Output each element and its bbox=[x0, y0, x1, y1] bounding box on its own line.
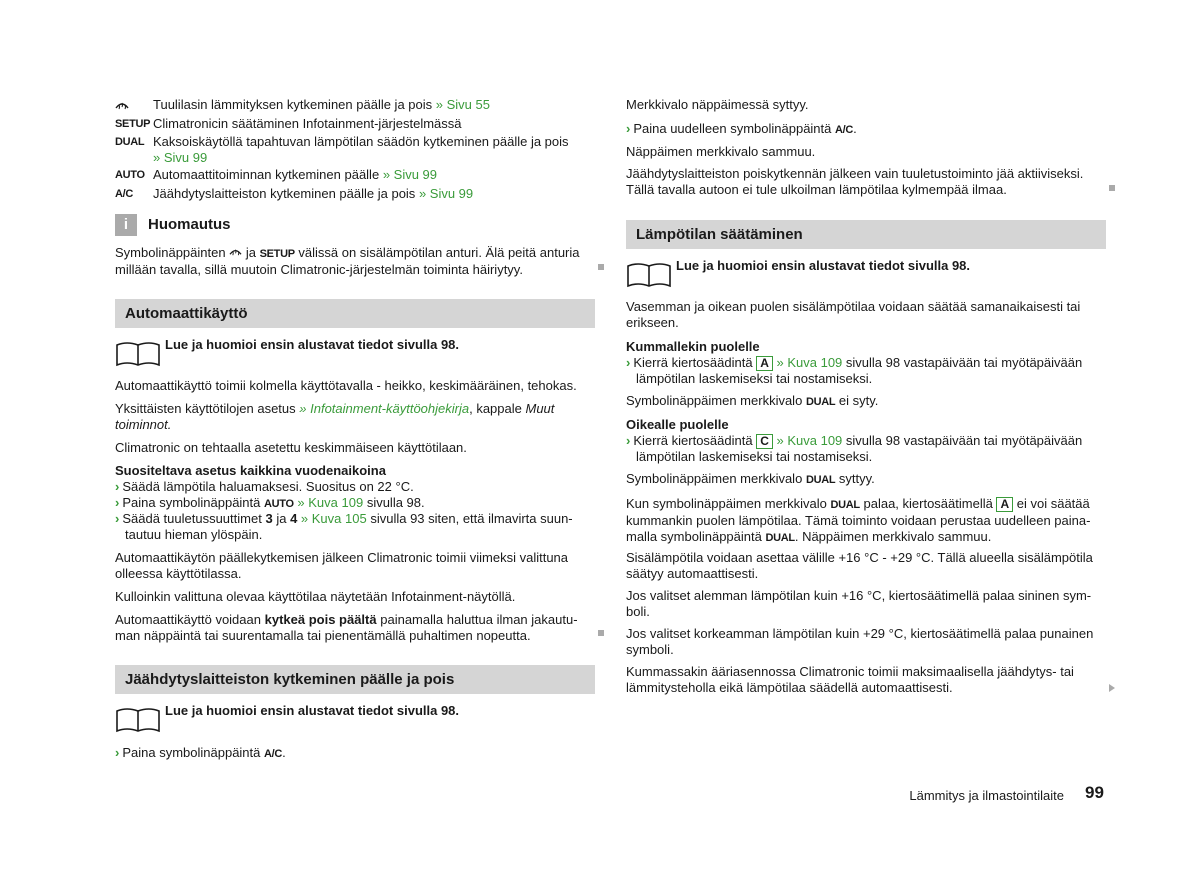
section-heading-temp: Lämpötilan säätäminen bbox=[626, 220, 1106, 249]
section-end-marker bbox=[598, 264, 604, 270]
paragraph: Näppäimen merkkivalo sammuu. bbox=[626, 144, 816, 159]
page-link[interactable]: » Sivu 99 bbox=[153, 150, 208, 165]
setup-key: SETUP bbox=[115, 118, 151, 130]
page-link[interactable]: » Sivu 99 bbox=[418, 186, 474, 201]
section-end-marker bbox=[1109, 185, 1115, 191]
book-icon bbox=[115, 707, 161, 733]
step: › Säädä lämpötila haluamaksesi. Suositus on 22 °C. bbox=[115, 479, 414, 494]
note-text: Symbolinäppäinten ja SETUP välissä on sisälämpötilan anturi. Älä peitä anturia millään tavalla, sillä muutoin Climatronic-järjestelmän toiminta häiriytyy. bbox=[115, 245, 580, 277]
page-link[interactable]: » Sivu 55 bbox=[435, 97, 490, 112]
paragraph: Yksittäisten käyttötilojen asetus » Infotainment-käyttöohjekirja, kappale Muut toiminnot. bbox=[115, 401, 555, 432]
subheading: Kummallekin puolelle bbox=[626, 339, 760, 354]
paragraph: Symbolinäppäimen merkkivalo DUAL syttyy. bbox=[626, 471, 875, 486]
paragraph: Symbolinäppäimen merkkivalo DUAL ei syty. bbox=[626, 393, 879, 408]
book-icon bbox=[626, 262, 672, 288]
legend-text: Kaksoiskäytöllä tapahtuvan lämpötilan säädön kytkeminen päälle ja pois bbox=[153, 134, 569, 149]
subheading: Oikealle puolelle bbox=[626, 417, 729, 432]
dual-key: DUAL bbox=[115, 136, 145, 148]
paragraph: Sisälämpötila voidaan asettaa välille +16 °C - +29 °C. Tällä alueella sisälämpötila säätyy automaattisesti. bbox=[626, 550, 1093, 581]
page-number: 99 bbox=[1085, 783, 1104, 802]
paragraph: Kummassakin ääriasennossa Climatronic toimii maksimaalisella jäähdytys- tai lämmitysteholla eikä lämpötilaa säädellä automaattisesti. bbox=[626, 664, 1074, 695]
auto-key: AUTO bbox=[115, 169, 145, 181]
section-end-marker bbox=[598, 630, 604, 636]
figure-link[interactable]: » Kuva 109 bbox=[297, 495, 364, 510]
defrost-icon bbox=[115, 97, 153, 115]
paragraph: Jäähdytyslaitteiston poiskytkennän jälkeen vain tuuletustoiminto jää aktiiviseksi. Tällä tavalla autoon ei tule ulkoilman lämpötilaa kylmempää ilmaa. bbox=[626, 166, 1084, 197]
paragraph: Jos valitset korkeamman lämpötilan kuin +29 °C, kiertosäätimellä palaa punainen symboli. bbox=[626, 626, 1094, 657]
defrost-icon bbox=[229, 246, 242, 257]
footer-chapter-title: Lämmitys ja ilmastointilaite bbox=[909, 788, 1064, 803]
step: › Säädä tuuletussuuttimet 3 ja 4 » Kuva 105 sivulla 93 siten, että ilmavirta suun- tautuu hieman ylöspäin. bbox=[115, 511, 573, 542]
ac-key: A/C bbox=[115, 188, 134, 200]
read-first-note: Lue ja huomioi ensin alustavat tiedot sivulla 98. bbox=[165, 337, 460, 352]
paragraph: Merkkivalo näppäimessä syttyy. bbox=[626, 97, 809, 112]
step: › Paina symbolinäppäintä A/C. bbox=[115, 745, 286, 760]
paragraph: Automaattikäytön päällekytkemisen jälkeen Climatronic toimii viimeksi valittuna olleessa käyttötilassa. bbox=[115, 550, 569, 581]
subheading: Suositeltava asetus kaikkina vuodenaikoina bbox=[115, 463, 386, 478]
figure-link[interactable]: » Kuva 109 bbox=[776, 433, 843, 448]
legend-text: Tuulilasin lämmityksen kytkeminen päälle ja pois bbox=[153, 97, 433, 112]
read-first-note: Lue ja huomioi ensin alustavat tiedot sivulla 98. bbox=[676, 258, 971, 273]
dial-label-a: A bbox=[996, 497, 1013, 512]
paragraph: Automaattikäyttö toimii kolmella käyttötavalla - heikko, keskimääräinen, tehokas. bbox=[115, 378, 577, 393]
section-heading-auto: Automaattikäyttö bbox=[115, 299, 595, 328]
info-icon: i bbox=[115, 214, 137, 236]
figure-link[interactable]: » Kuva 105 bbox=[300, 511, 367, 526]
paragraph: Jos valitset alemman lämpötilan kuin +16 °C, kiertosäätimellä palaa sininen sym- boli. bbox=[626, 588, 1092, 619]
paragraph: Climatronic on tehtaalla asetettu keskimmäiseen käyttötilaan. bbox=[115, 440, 467, 455]
legend-text: Climatronicin säätäminen Infotainment-järjestelmässä bbox=[153, 116, 462, 131]
note-title: Huomautus bbox=[148, 216, 231, 233]
step: › Paina symbolinäppäintä AUTO » Kuva 109 sivulla 98. bbox=[115, 495, 425, 510]
step: › Kierrä kiertosäädintä A » Kuva 109 sivulla 98 vastapäivään tai myötäpäivään lämpötilan laskemiseksi tai nostamiseksi. bbox=[626, 355, 1083, 386]
step: › Paina uudelleen symbolinäppäintä A/C. bbox=[626, 121, 857, 136]
legend-text: Jäähdytyslaitteiston kytkeminen päälle ja pois bbox=[153, 186, 416, 201]
dial-label-a: A bbox=[756, 356, 773, 371]
book-icon bbox=[115, 341, 161, 367]
legend-text: Automaattitoiminnan kytkeminen päälle bbox=[153, 167, 380, 182]
read-first-note: Lue ja huomioi ensin alustavat tiedot sivulla 98. bbox=[165, 703, 460, 718]
figure-link[interactable]: » Kuva 109 bbox=[776, 355, 843, 370]
page-link[interactable]: » Sivu 99 bbox=[382, 167, 438, 182]
paragraph: Kun symbolinäppäimen merkkivalo DUAL palaa, kiertosäätimellä A ei voi säätää kummankin puolen lämpötilaa. Tämä toiminto voidaan perustaa uudelleen paina- malla symbolinäppäintä DUAL. Näppäimen merkkivalo sammuu. bbox=[626, 496, 1091, 544]
paragraph: Kulloinkin valittuna olevaa käyttötilaa näytetään Infotainment-näytöllä. bbox=[115, 589, 516, 604]
section-heading-ac: Jäähdytyslaitteiston kytkeminen päälle ja pois bbox=[115, 665, 595, 694]
manual-link[interactable]: » Infotainment-käyttöohjekirja bbox=[299, 401, 470, 416]
paragraph: Vasemman ja oikean puolen sisälämpötilaa voidaan säätää samanaikaisesti tai erikseen. bbox=[626, 299, 1081, 330]
dial-label-c: C bbox=[756, 434, 773, 449]
continue-marker bbox=[1109, 684, 1115, 692]
step: › Kierrä kiertosäädintä C » Kuva 109 sivulla 98 vastapäivään tai myötäpäivään lämpötilan laskemiseksi tai nostamiseksi. bbox=[626, 433, 1083, 464]
paragraph: Automaattikäyttö voidaan kytkeä pois päältä painamalla haluttua ilman jakautu- man näppäintä tai suurentamalla tai pienentämällä puhaltimen nopeutta. bbox=[115, 612, 578, 643]
